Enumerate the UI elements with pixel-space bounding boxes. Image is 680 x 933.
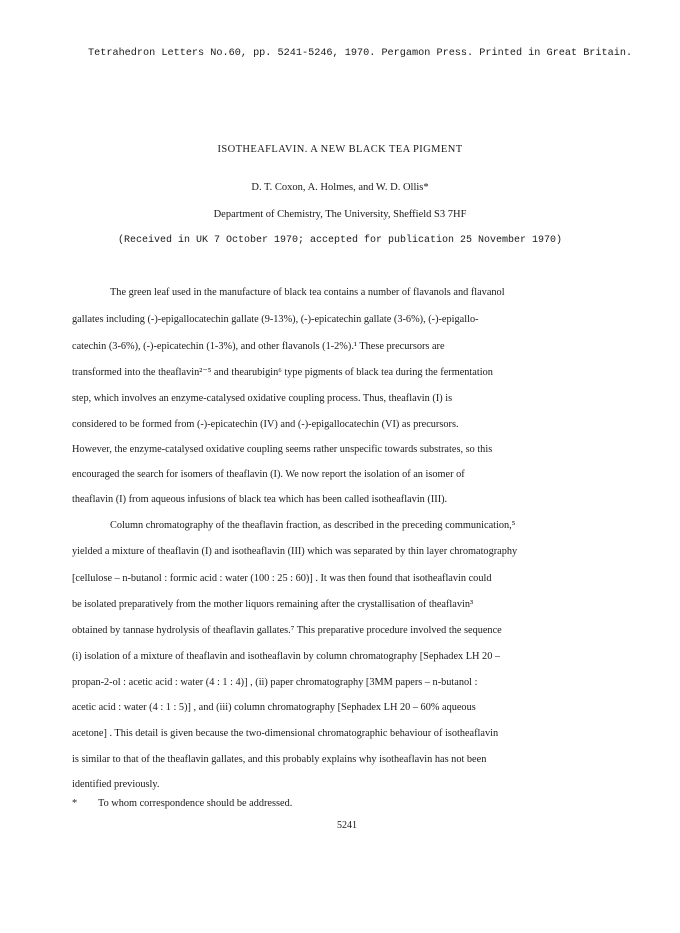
received-dates: (Received in UK 7 October 1970; accepted for publication 25 November 1970) [117, 235, 563, 246]
author-list: D. T. Coxon, A. Holmes, and W. D. Ollis* [251, 182, 429, 193]
affiliation: Department of Chemistry, The University, Sheffield S3 7HF [213, 209, 467, 220]
footnote-mark: * [72, 798, 78, 809]
body-line: yielded a mixture of theaflavin (I) and isotheaflavin (III) which was separated by thin layer chromatography [72, 546, 518, 557]
body-line: acetone] . This detail is given because the two-dimensional chromatographic behaviour of isotheaflavin [72, 728, 499, 739]
body-line: theaflavin (I) from aqueous infusions of black tea which has been called isotheaflavin (III). [72, 494, 448, 505]
body-line: identified previously. [72, 779, 160, 790]
body-line: The green leaf used in the manufacture of black tea contains a number of flavanols and flavanol [110, 287, 505, 298]
body-line: propan-2-ol : acetic acid : water (4 : 1 : 4)] , (ii) paper chromatography [3MM papers – n-butanol : [72, 677, 478, 688]
body-line: gallates including (-)-epigallocatechin gallate (9-13%), (-)-epicatechin gallate (3-6%), (-)-epigallo- [72, 314, 479, 325]
page-number: 5241 [337, 820, 357, 831]
body-line: encouraged the search for isomers of theaflavin (I). We now report the isolation of an isomer of [72, 469, 465, 480]
footnote [72, 798, 292, 809]
body-line: Column chromatography of the theaflavin fraction, as described in the preceding communication,⁵ [110, 520, 516, 531]
body-line: considered to be formed from (-)-epicatechin (IV) and (-)-epigallocatechin (VI) as precursors. [72, 419, 459, 430]
body-line: transformed into the theaflavin²⁻⁵ and thearubigin⁶ type pigments of black tea during the fermentation [72, 367, 493, 378]
body-line: be isolated preparatively from the mother liquors remaining after the crystallisation of theaflavin³ [72, 599, 474, 610]
body-line: acetic acid : water (4 : 1 : 5)] , and (iii) column chromatography [Sephadex LH 20 – 60% aqueous [72, 702, 476, 713]
footnote-text: To whom correspondence should be addressed. [98, 798, 293, 809]
body-line: is similar to that of the theaflavin gallates, and this probably explains why isotheaflavin has not been [72, 754, 487, 765]
body-line: However, the enzyme-catalysed oxidative coupling seems rather unspecific towards substrates, so this [72, 444, 493, 455]
body-line: step, which involves an enzyme-catalysed oxidative coupling process. Thus, theaflavin (I) is [72, 393, 453, 404]
journal-header: Tetrahedron Letters No.60, pp. 5241-5246, 1970. Pergamon Press. Printed in Great Britain. [88, 48, 633, 59]
body-line: obtained by tannase hydrolysis of theaflavin gallates.⁷ This preparative procedure involved the sequence [72, 625, 502, 636]
body-line: [cellulose – n-butanol : formic acid : water (100 : 25 : 60)] . It was then found that isotheaflavin could [72, 573, 492, 584]
paper-title: ISOTHEAFLAVIN. A NEW BLACK TEA PIGMENT [217, 144, 463, 155]
body-line: catechin (3-6%), (-)-epicatechin (1-3%), and other flavanols (1-2%).¹ These precursors are [72, 341, 445, 352]
body-line: (i) isolation of a mixture of theaflavin and isotheaflavin by column chromatography [Sephadex LH 20 – [72, 651, 501, 662]
